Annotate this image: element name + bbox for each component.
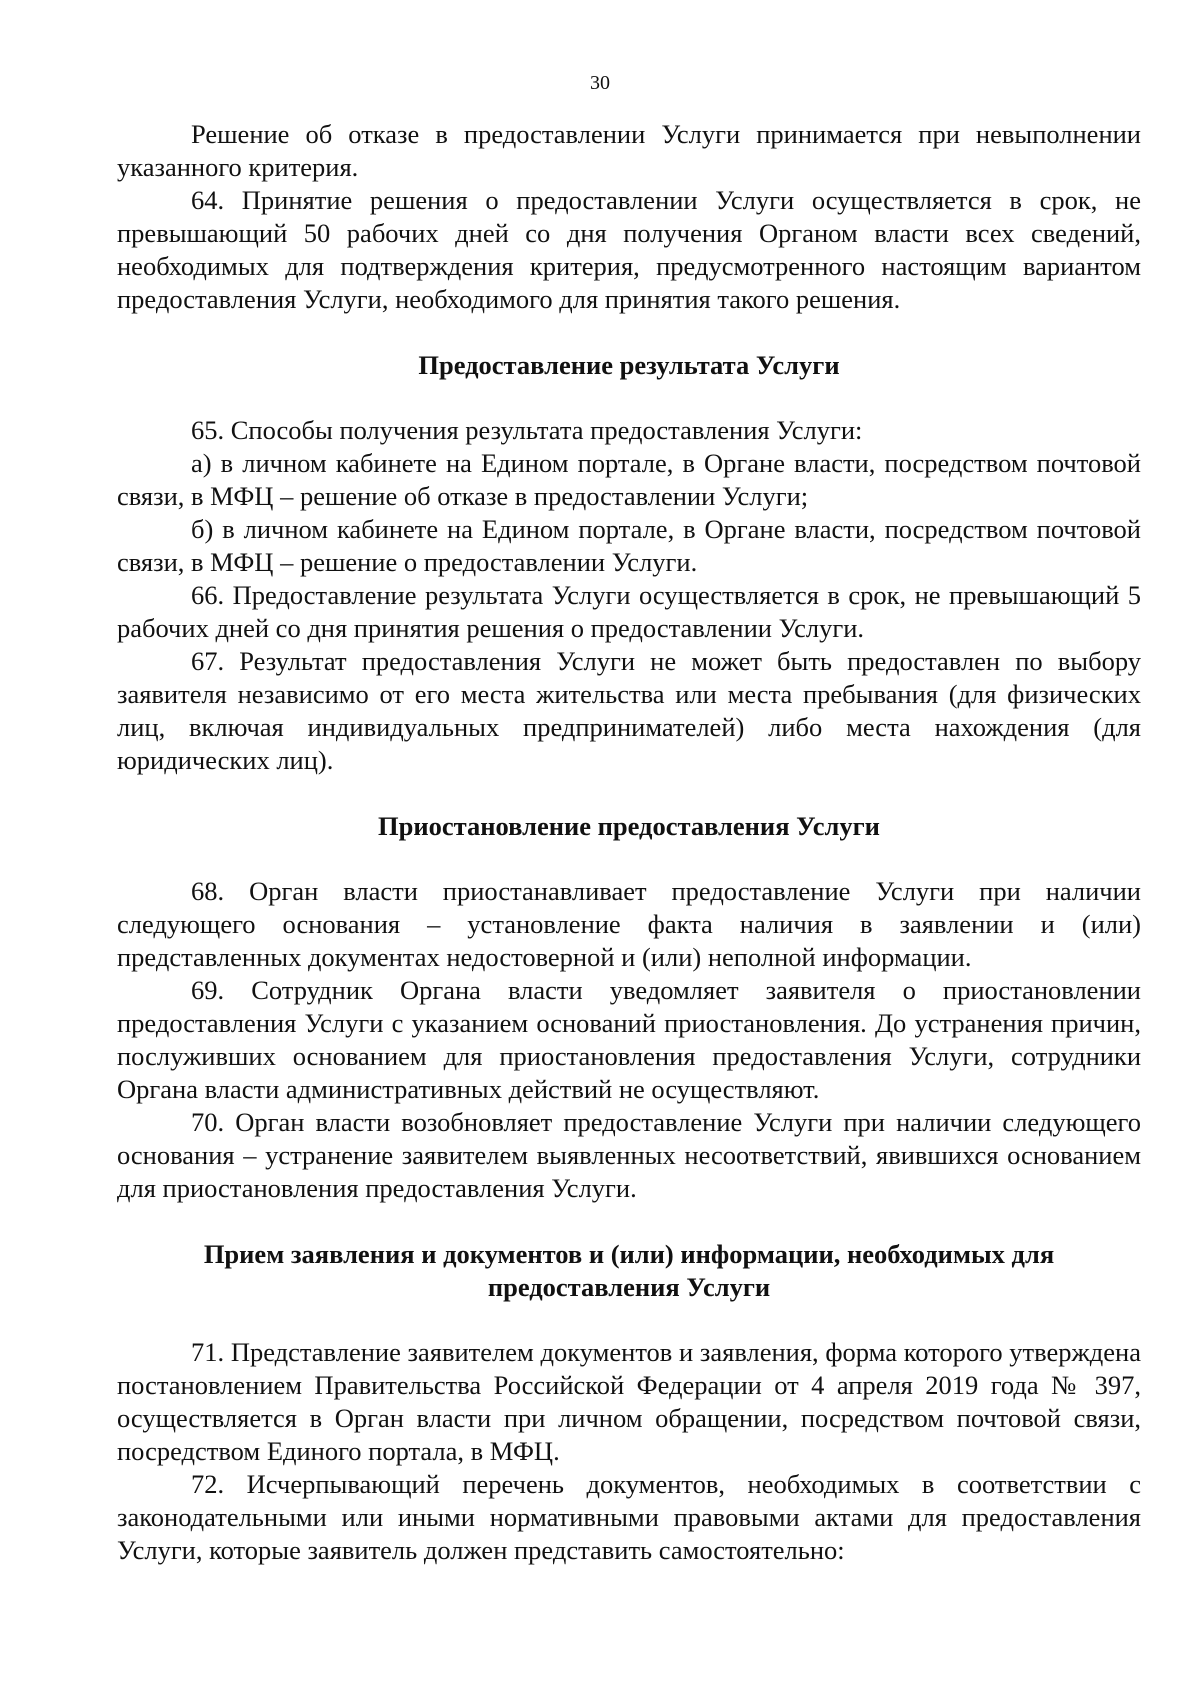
paragraph-71: 71. Представление заявителем документов и заявления, форма которого утверждена постановлением Правительства Российской Федерации от 4 апреля 2019 года № 397, осуществляется в Орган власти при личном обращении, посредством почтовой связи, посредством Единого портала, в МФЦ. <box>117 1337 1141 1466</box>
page-number: 30 <box>590 72 610 94</box>
section-heading-result: Предоставление результата Услуги <box>418 350 840 380</box>
paragraph-66: 66. Предоставление результата Услуги осуществляется в срок, не превышающий 5 рабочих дней со дня принятия решения о предоставлении Услуги. <box>117 580 1141 643</box>
section-heading-suspension: Приостановление предоставления Услуги <box>378 811 880 841</box>
paragraph-65-a: а) в личном кабинете на Едином портале, в Органе власти, посредством почтовой связи, в МФЦ – решение об отказе в предоставлении Услуги; <box>117 448 1141 511</box>
paragraph-refusal-decision: Решение об отказе в предоставлении Услуги принимается при невыполнении указанного критерия. <box>117 119 1141 182</box>
paragraph-68: 68. Орган власти приостанавливает предоставление Услуги при наличии следующего основания – установление факта наличия в заявлении и (или) представленных документах недостоверной и (или) неполной информации. <box>117 876 1141 972</box>
paragraph-67: 67. Результат предоставления Услуги не может быть предоставлен по выбору заявителя независимо от его места жительства или места пребывания (для физических лиц, включая индивидуальных предпринимателей) либо места нахождения (для юридических лиц). <box>117 646 1141 775</box>
section-heading-application-intake: Прием заявления и документов и (или) информации, необходимых для предоставления Услуги <box>203 1239 1055 1302</box>
paragraph-65-b: б) в личном кабинете на Едином портале, в Органе власти, посредством почтовой связи, в МФЦ – решение о предоставлении Услуги. <box>117 514 1141 577</box>
paragraph-69: 69. Сотрудник Органа власти уведомляет заявителя о приостановлении предоставления Услуги с указанием оснований приостановления. До устранения причин, послуживших основанием для приостановления предоставления Услуги, сотрудники Органа власти административных действий не осуществляют. <box>117 975 1141 1104</box>
document-body <box>117 118 1141 1567</box>
paragraph-64: 64. Принятие решения о предоставлении Услуги осуществляется в срок, не превышающий 50 рабочих дней со дня получения Органом власти всех сведений, необходимых для подтверждения критерия, предусмотренного настоящим вариантом предоставления Услуги, необходимого для принятия такого решения. <box>117 185 1141 314</box>
paragraph-65: 65. Способы получения результата предоставления Услуги: <box>191 415 863 445</box>
paragraph-72: 72. Исчерпывающий перечень документов, необходимых в соответствии с законодательными или иными нормативными правовыми актами для предоставления Услуги, которые заявитель должен представить самостоятельно: <box>117 1469 1141 1565</box>
paragraph-70: 70. Орган власти возобновляет предоставление Услуги при наличии следующего основания – устранение заявителем выявленных несоответствий, явившихся основанием для приостановления предоставления Услуги. <box>117 1107 1141 1203</box>
